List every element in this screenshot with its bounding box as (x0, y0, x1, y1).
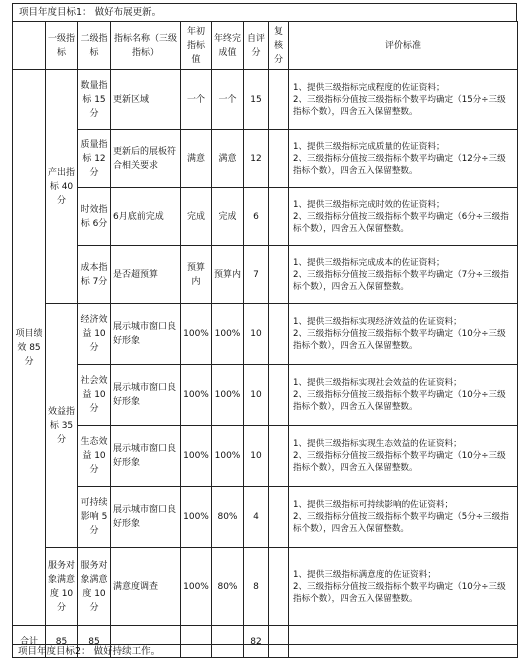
criteria-line: 1、提供三级指标实现生态效益的佐证资料； (293, 439, 462, 449)
level2-cell: 质量指标 12分 (78, 130, 111, 188)
initial-value: 100% (181, 487, 212, 548)
indicator-name: 展示城市窗口良好形象 (111, 426, 181, 487)
criteria-line: 2、三级指标分值按三级指标个数平均确定（10分÷三级指标个数），四舍五入保留整数。 (293, 390, 506, 412)
self-score: 15 (244, 70, 269, 130)
header-review-score: 复核分 (269, 22, 289, 70)
criteria-line: 2、三级指标分值按三级指标个数平均确定（5分÷三级指标个数），四舍五入保留整数。 (293, 512, 509, 534)
criteria-line: 1、提供三级指标实现社会效益的佐证资料； (293, 378, 462, 388)
group-label: 项目绩效 85分 (13, 70, 46, 626)
criteria-line: 2、三级指标分值按三级指标个数平均确定（15分÷三级指标个数），四舍五入保留整数。 (293, 94, 506, 117)
level1-satisfaction: 服务对象满意度 10分 (46, 548, 78, 626)
initial-value: 100% (181, 548, 212, 626)
performance-table (12, 21, 518, 658)
header-indicator: 指标名称（三级指标） (111, 22, 181, 70)
header-criteria: 评价标准 (289, 22, 518, 70)
final-value: 一个 (212, 70, 244, 130)
table-row (13, 365, 518, 426)
review-score (269, 130, 289, 188)
self-score: 6 (244, 188, 269, 246)
review-score (269, 365, 289, 426)
goal-1-title: 项目年度目标1： 做好布展更新。 (12, 3, 517, 21)
criteria-line: 1、提供三级指标完成质量的佐证资料； (293, 141, 445, 152)
total-self-score: 82 (244, 626, 269, 658)
criteria-line: 2、三级指标分值按三级指标个数平均确定（12分÷三级指标个数），四舍五入保留整数。 (293, 153, 506, 176)
total-level1: 85 (46, 626, 78, 658)
self-score: 7 (244, 246, 269, 304)
self-score: 10 (244, 426, 269, 487)
self-score: 8 (244, 548, 269, 626)
initial-value: 预算内 (181, 246, 212, 304)
initial-value: 100% (181, 304, 212, 365)
header-level1: 一级指标 (46, 22, 78, 70)
criteria-line: 2、三级指标分值按三级指标个数平均确定（10分÷三级指标个数），四舍五入保留整数。 (293, 581, 506, 604)
initial-value: 一个 (181, 70, 212, 130)
criteria-line: 1、提供三级指标实现经济效益的佐证资料； (293, 317, 462, 327)
criteria-line: 2、三级指标分值按三级指标个数平均确定（7分÷三级指标个数），四舍五入保留整数。 (293, 269, 509, 292)
criteria-cell (289, 426, 518, 487)
criteria-line: 1、提供三级指标满意度的佐证资料； (293, 569, 436, 580)
review-score (269, 487, 289, 548)
header-initial: 年初指标值 (181, 22, 212, 70)
review-score (269, 246, 289, 304)
indicator-name: 展示城市窗口良好形象 (111, 487, 181, 548)
table-row (13, 246, 518, 304)
level1-output: 产出指标 40分 (46, 70, 78, 304)
criteria-cell (289, 487, 518, 548)
review-score (269, 70, 289, 130)
final-value: 100% (212, 304, 244, 365)
level1-effect: 效益指标 35分 (46, 304, 78, 548)
review-score (269, 188, 289, 246)
indicator-name: 是否超预算 (111, 246, 181, 304)
criteria-line: 1、提供三级指标可持续影响的佐证资料； (293, 500, 454, 510)
level2-cell: 成本指标 7分 (78, 246, 111, 304)
table-row (13, 548, 518, 626)
initial-value: 100% (181, 426, 212, 487)
table-row (13, 130, 518, 188)
review-score (269, 426, 289, 487)
criteria-cell (289, 70, 518, 130)
header-final: 年终完成值 (212, 22, 244, 70)
criteria-line: 1、提供三级指标完成程度的佐证资料； (293, 82, 445, 93)
criteria-cell (289, 365, 518, 426)
blank-corner (13, 22, 46, 70)
initial-value: 满意 (181, 130, 212, 188)
criteria-cell (289, 130, 518, 188)
criteria-line: 1、提供三级指标完成时效的佐证资料； (293, 199, 445, 210)
level2-cell: 经济效益 10分 (78, 304, 111, 365)
header-row (13, 22, 518, 70)
self-score: 10 (244, 304, 269, 365)
goal-2-title: 项目年度目标2： 做好持续工作。 (12, 644, 517, 660)
criteria-cell (289, 188, 518, 246)
criteria-line: 1、提供三级指标完成成本的佐证资料； (293, 257, 445, 268)
self-score: 10 (244, 365, 269, 426)
review-score (269, 548, 289, 626)
indicator-name: 展示城市窗口良好形象 (111, 304, 181, 365)
table-row (13, 70, 518, 130)
indicator-name: 6月底前完成 (111, 188, 181, 246)
criteria-cell (289, 304, 518, 365)
final-value: 80% (212, 487, 244, 548)
final-value: 满意 (212, 130, 244, 188)
self-score: 4 (244, 487, 269, 548)
total-level2: 85 (78, 626, 111, 658)
final-value: 预算内 (212, 246, 244, 304)
final-value: 100% (212, 426, 244, 487)
level2-cell: 数量指标 15分 (78, 70, 111, 130)
table-row (13, 426, 518, 487)
table-row (13, 188, 518, 246)
criteria-line: 2、三级指标分值按三级指标个数平均确定（10分÷三级指标个数），四舍五入保留整数。 (293, 329, 506, 351)
self-score: 12 (244, 130, 269, 188)
review-score (269, 304, 289, 365)
total-label: 合计 (13, 626, 46, 658)
initial-value: 完成 (181, 188, 212, 246)
final-value: 完成 (212, 188, 244, 246)
level2-cell: 服务对象满意度 10分 (78, 548, 111, 626)
indicator-name: 更新区域 (111, 70, 181, 130)
header-self-score: 自评分 (244, 22, 269, 70)
level2-cell: 可持续影响 5分 (78, 487, 111, 548)
indicator-name: 展示城市窗口良好形象 (111, 365, 181, 426)
criteria-cell (289, 246, 518, 304)
initial-value: 100% (181, 365, 212, 426)
criteria-line: 2、三级指标分值按三级指标个数平均确定（10分÷三级指标个数），四舍五入保留整数。 (293, 451, 506, 473)
header-level2: 二级指标 (78, 22, 111, 70)
table-row (13, 304, 518, 365)
level2-cell: 生态效益 10分 (78, 426, 111, 487)
level2-cell: 社会效益 10分 (78, 365, 111, 426)
criteria-cell (289, 548, 518, 626)
indicator-name: 更新后的展板符合相关要求 (111, 130, 181, 188)
table-row (13, 487, 518, 548)
final-value: 100% (212, 365, 244, 426)
criteria-line: 2、三级指标分值按三级指标个数平均确定（6分÷三级指标个数），四舍五入保留整数。 (293, 211, 509, 234)
final-value: 80% (212, 548, 244, 626)
level2-cell: 时效指标 6分 (78, 188, 111, 246)
indicator-name: 满意度调查 (111, 548, 181, 626)
